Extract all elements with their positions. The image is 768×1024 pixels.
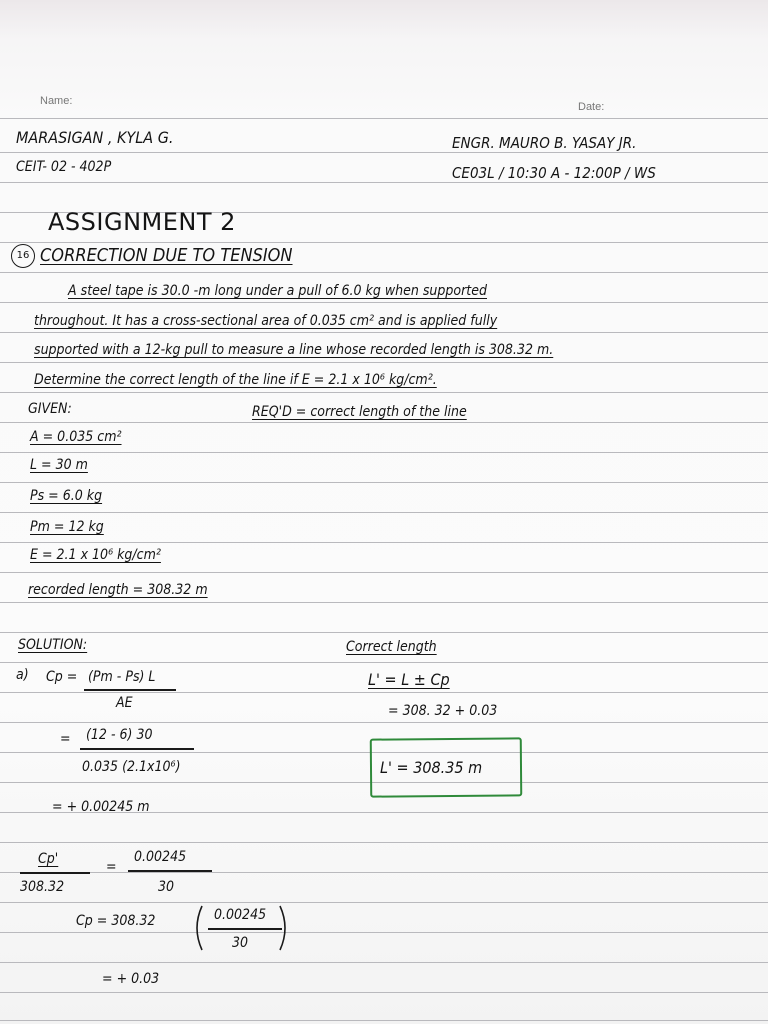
fraction-bar bbox=[208, 928, 282, 930]
ruled-line bbox=[0, 722, 768, 723]
ruled-line bbox=[0, 1020, 768, 1021]
ruled-line bbox=[0, 118, 768, 119]
ruled-line bbox=[0, 572, 768, 573]
class-schedule: CE03L / 10:30 A - 12:00P / WS bbox=[452, 164, 656, 182]
ruled-line bbox=[0, 242, 768, 243]
ruled-line bbox=[0, 662, 768, 663]
ratio-equals: = bbox=[106, 859, 117, 875]
ruled-line bbox=[0, 302, 768, 303]
ruled-line bbox=[0, 182, 768, 183]
ruled-line bbox=[0, 512, 768, 513]
date-label: Date: bbox=[578, 101, 605, 113]
name-label: Name: bbox=[40, 95, 73, 107]
given-item: L = 30 m bbox=[30, 457, 88, 473]
correct-length-substitution: = 308. 32 + 0.03 bbox=[388, 703, 498, 719]
part-label: a) bbox=[16, 667, 29, 683]
ruled-line bbox=[0, 422, 768, 423]
problem-line-3: supported with a 12-kg pull to measure a line whose recorded length is 308.32 m. bbox=[34, 342, 554, 358]
final-answer: L' = 308.35 m bbox=[380, 758, 483, 777]
given-item: Pm = 12 kg bbox=[30, 519, 104, 535]
cp-numerator: (Pm - Ps) L bbox=[88, 669, 156, 685]
assignment-title: ASSIGNMENT 2 bbox=[48, 208, 236, 236]
step1-denominator: 0.035 (2.1x10⁶) bbox=[82, 759, 181, 775]
problem-line-4: Determine the correct length of the line if E = 2.1 x 10⁶ kg/cm². bbox=[34, 372, 437, 388]
ruled-line bbox=[0, 362, 768, 363]
ruled-line bbox=[0, 452, 768, 453]
step2-result: = + 0.00245 m bbox=[52, 799, 150, 815]
step1-numerator: (12 - 6) 30 bbox=[86, 727, 153, 743]
ruled-line bbox=[0, 902, 768, 903]
cp2-denominator: 30 bbox=[232, 935, 249, 951]
fraction-bar bbox=[80, 748, 194, 750]
instructor-name: ENGR. MAURO B. YASAY JR. bbox=[452, 134, 637, 152]
problem-heading: CORRECTION DUE TO TENSION bbox=[40, 245, 293, 266]
ratio-left-denominator: 308.32 bbox=[20, 879, 65, 895]
fraction-bar bbox=[84, 689, 176, 691]
ruled-line bbox=[0, 632, 768, 633]
problem-line-1: A steel tape is 30.0 -m long under a pull of 6.0 kg when supported bbox=[68, 283, 487, 299]
ruled-line bbox=[0, 152, 768, 153]
student-section: CEIT- 02 - 402P bbox=[16, 159, 112, 175]
ruled-line bbox=[0, 272, 768, 273]
ruled-line bbox=[0, 542, 768, 543]
fraction-bar bbox=[128, 870, 212, 872]
cp-lhs: Cp = bbox=[46, 669, 78, 685]
student-name: MARASIGAN , KYLA G. bbox=[16, 128, 174, 147]
ratio-right-denominator: 30 bbox=[158, 879, 175, 895]
ruled-line bbox=[0, 842, 768, 843]
problem-number: 16 bbox=[16, 250, 30, 261]
ruled-line bbox=[0, 332, 768, 333]
cp2-numerator: 0.00245 bbox=[214, 907, 267, 923]
cp2-result: = + 0.03 bbox=[102, 971, 160, 987]
problem-line-2: throughout. It has a cross-sectional area of 0.035 cm² and is applied fully bbox=[34, 313, 498, 329]
ruled-line bbox=[0, 392, 768, 393]
cp2-lhs: Cp = 308.32 bbox=[76, 913, 156, 929]
ruled-line bbox=[0, 962, 768, 963]
cp-denominator: AE bbox=[116, 695, 133, 711]
given-item: Ps = 6.0 kg bbox=[30, 488, 103, 504]
given-item: A = 0.035 cm² bbox=[30, 429, 122, 445]
given-item: E = 2.1 x 10⁶ kg/cm² bbox=[30, 547, 161, 563]
ruled-line bbox=[0, 992, 768, 993]
problem-number-badge bbox=[11, 244, 35, 268]
ratio-left-numerator: Cp' bbox=[38, 851, 59, 867]
ruled-line bbox=[0, 692, 768, 693]
ratio-right-numerator: 0.00245 bbox=[134, 849, 187, 865]
ruled-line bbox=[0, 932, 768, 933]
required-statement: REQ'D = correct length of the line bbox=[252, 404, 467, 420]
ruled-line bbox=[0, 602, 768, 603]
solution-label: SOLUTION: bbox=[18, 637, 88, 653]
ruled-line bbox=[0, 482, 768, 483]
given-label: GIVEN: bbox=[28, 401, 72, 417]
step1-equals: = bbox=[60, 731, 71, 747]
correct-length-formula: L' = L ± Cp bbox=[368, 670, 450, 689]
fraction-bar bbox=[20, 872, 90, 874]
correct-length-label: Correct length bbox=[346, 639, 437, 655]
given-item: recorded length = 308.32 m bbox=[28, 582, 208, 598]
